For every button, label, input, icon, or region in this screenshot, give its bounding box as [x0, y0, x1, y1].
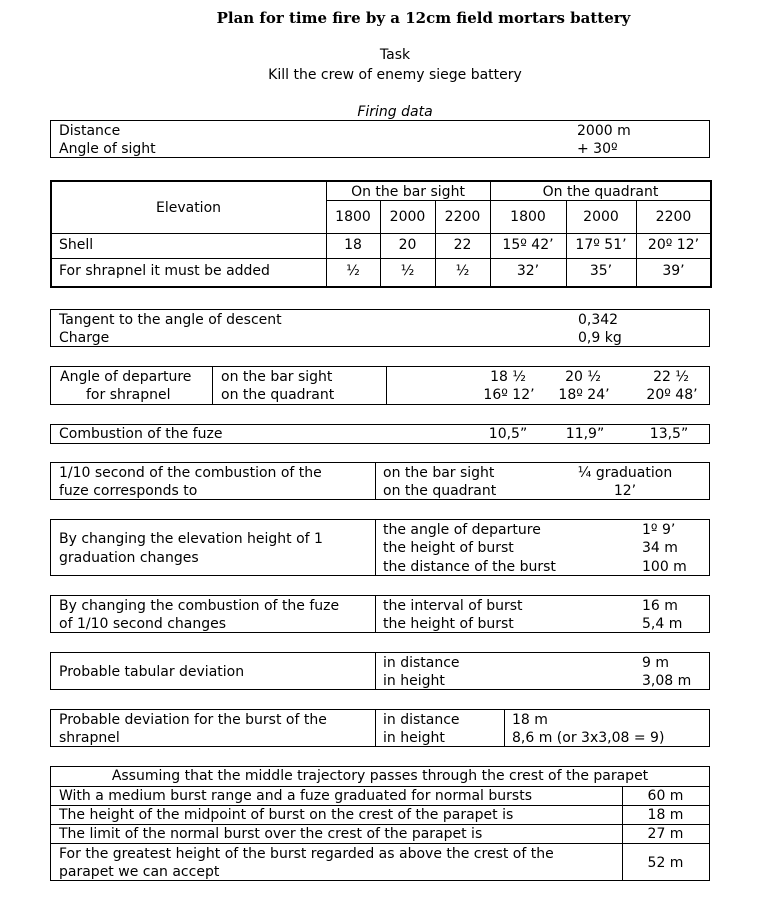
- col-2200-bar: 2200: [444, 209, 481, 225]
- combustion-change-sub: the height of burst: [383, 616, 514, 632]
- departure-bar-value: 18 ½: [490, 369, 526, 385]
- shell-value: 22: [453, 237, 472, 253]
- shell-value: 20: [398, 237, 417, 253]
- elevation-change-value: 1º 9’: [642, 522, 676, 538]
- elevation-header: Elevation: [155, 200, 222, 216]
- angle-of-sight-label: Angle of sight: [59, 141, 156, 157]
- distance-label: Distance: [59, 123, 121, 139]
- tabular-deviation-sub: in height: [383, 673, 445, 689]
- tangent-label: Tangent to the angle of descent: [59, 312, 282, 328]
- col-1800-quad: 1800: [510, 209, 546, 225]
- combustion-change-sub: the interval of burst: [383, 598, 523, 614]
- combustion-value: 11,9”: [565, 426, 605, 442]
- page-title: Plan for time fire by a 12cm field mortars battery: [216, 9, 631, 27]
- combustion-change-label: By changing the combustion of the fuze: [59, 598, 340, 614]
- departure-bar-value: 20 ½: [565, 369, 601, 385]
- shell-label: Shell: [59, 237, 94, 253]
- shrapnel-deviation-label: Probable deviation for the burst of the: [59, 712, 327, 728]
- col-2000-bar: 2000: [389, 209, 426, 225]
- trajectory-row-label: For the greatest height of the burst regarded as above the crest of the: [59, 846, 554, 862]
- tabular-deviation-value: 3,08 m: [642, 673, 692, 689]
- tenth-second-bar-value: ¼ graduation: [577, 465, 673, 481]
- combustion-change-label-2: of 1/10 second changes: [59, 616, 227, 632]
- shrapnel-value: ½: [400, 263, 415, 279]
- shrapnel-deviation-value: 8,6 m (or 3x3,08 = 9): [512, 730, 665, 746]
- shrapnel-value: 39’: [662, 263, 685, 279]
- trajectory-row-value: 27 m: [647, 826, 684, 842]
- bar-sight-header: On the bar sight: [351, 184, 465, 200]
- task-label: Task: [379, 47, 411, 63]
- quadrant-sub: on the quadrant: [383, 483, 497, 499]
- elevation-change-sub: the distance of the burst: [383, 559, 556, 575]
- shell-value: 20º 12’: [647, 237, 700, 253]
- elevation-change-value: 34 m: [642, 540, 678, 556]
- shrapnel-value: ½: [455, 263, 470, 279]
- tangent-value: 0,342: [578, 312, 619, 328]
- trajectory-row-value: 52 m: [647, 855, 684, 871]
- combustion-change-value: 16 m: [642, 598, 678, 614]
- trajectory-header: Assuming that the middle trajectory passes through the crest of the parapet: [111, 768, 649, 784]
- departure-quad-value: 16º 12’: [483, 387, 535, 403]
- trajectory-row-label: The height of the midpoint of burst on the crest of the parapet is: [59, 807, 514, 823]
- quadrant-header: On the quadrant: [542, 184, 659, 200]
- shrapnel-deviation-sub: in distance: [383, 712, 460, 728]
- shell-value: 17º 51’: [575, 237, 627, 253]
- shrapnel-deviation-label-2: shrapnel: [59, 730, 120, 746]
- tabular-deviation-value: 9 m: [642, 655, 669, 671]
- angle-of-departure-label: Angle of departure: [60, 369, 192, 385]
- shrapnel-value: 35’: [589, 263, 613, 279]
- departure-quad-value: 20º 48’: [646, 387, 698, 403]
- quadrant-sub: on the quadrant: [221, 387, 335, 403]
- departure-bar-value: 22 ½: [653, 369, 689, 385]
- task-text: Kill the crew of enemy siege battery: [268, 67, 522, 83]
- shrapnel-deviation-sub: in height: [383, 730, 445, 746]
- combustion-value: 10,5”: [488, 426, 528, 442]
- combustion-change-value: 5,4 m: [642, 616, 683, 632]
- charge-label: Charge: [59, 330, 110, 346]
- tabular-deviation-label: Probable tabular deviation: [59, 664, 245, 680]
- departure-quad-value: 18º 24’: [558, 387, 610, 403]
- col-2000-quad: 2000: [583, 209, 619, 225]
- charge-value: 0,9 kg: [578, 330, 622, 346]
- elevation-change-sub: the angle of departure: [383, 522, 541, 538]
- tenth-second-label: 1/10 second of the combustion of the: [59, 465, 322, 481]
- shrapnel-value: ½: [346, 263, 360, 279]
- trajectory-row-value: 18 m: [647, 807, 684, 823]
- shrapnel-label: For shrapnel it must be added: [59, 263, 270, 279]
- bar-sight-sub: on the bar sight: [383, 465, 495, 481]
- shrapnel-value: 32’: [516, 263, 540, 279]
- elevation-change-label: By changing the elevation height of 1: [59, 531, 323, 547]
- tenth-second-quad-value: 12’: [613, 483, 637, 499]
- angle-of-sight-value: + 30º: [577, 141, 618, 157]
- col-2200-quad: 2200: [655, 209, 692, 225]
- trajectory-row-label: The limit of the normal burst over the crest of the parapet is: [59, 826, 483, 842]
- elevation-change-label-2: graduation changes: [59, 550, 199, 566]
- bar-sight-sub: on the bar sight: [221, 369, 333, 385]
- distance-value: 2000 m: [577, 123, 631, 139]
- tabular-deviation-sub: in distance: [383, 655, 460, 671]
- tenth-second-label-2: fuze corresponds to: [59, 483, 198, 499]
- combustion-label: Combustion of the fuze: [59, 426, 223, 442]
- combustion-value: 13,5”: [649, 426, 689, 442]
- trajectory-row-label: With a medium burst range and a fuze graduated for normal bursts: [59, 788, 532, 804]
- trajectory-row-value: 60 m: [647, 788, 684, 804]
- elevation-change-value: 100 m: [642, 559, 687, 575]
- col-1800-bar: 1800: [335, 209, 371, 225]
- shell-value: 15º 42’: [502, 237, 554, 253]
- shrapnel-deviation-value: 18 m: [512, 712, 548, 728]
- firing-data-label: Firing data: [357, 104, 433, 120]
- trajectory-row-label-2: parapet we can accept: [59, 864, 220, 880]
- elevation-change-sub: the height of burst: [383, 540, 514, 556]
- shell-value: 18: [344, 237, 362, 253]
- angle-of-departure-label-2: for shrapnel: [86, 387, 171, 403]
